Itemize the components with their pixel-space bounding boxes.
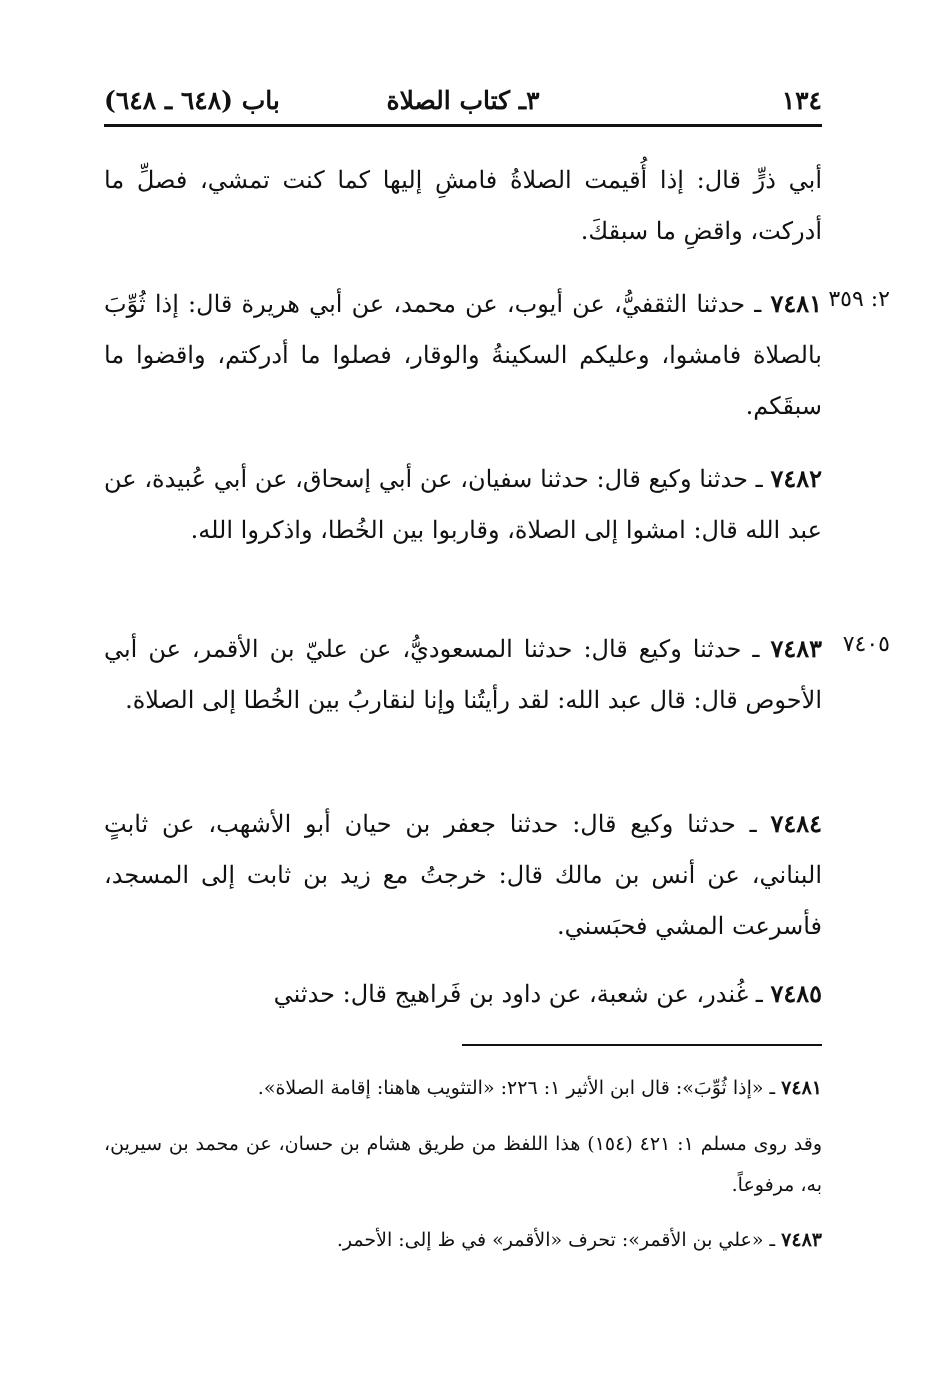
hadith-text: ـ حدثنا الثقفيُّ، عن أيوب، عن محمد، عن أبي هريرة قال: إذا ثُوِّبَ بالصلاة فامشوا، وعليكم السكينةُ والوقار، فصلوا ما أدركتم، واقضوا ما سبقَكم. — [104, 290, 822, 420]
hadith-7485 — [104, 968, 822, 1020]
paragraph-continuation — [104, 155, 822, 257]
footnote-number: ٧٤٨٣ — [781, 1229, 822, 1251]
hadith-number: ٧٤٨٢ — [770, 464, 823, 493]
hadith-number: ٧٤٨٤ — [770, 809, 822, 838]
footnote-7483 — [104, 1220, 822, 1261]
hadith-text: ـ حدثنا وكيع قال: حدثنا جعفر بن حيان أبو الأشهب، عن ثابتٍ البناني، عن أنس بن مالك قال: خرجتُ مع زيد بن ثابت إلى المسجد، فأسرعت المشي فحبَسني. — [104, 810, 822, 940]
footnote-continuation — [104, 1124, 822, 1206]
book-title: ٣ـ كتاب الصلاة — [386, 86, 540, 115]
hadith-7483 — [104, 623, 822, 726]
footnote-text: ـ «إذا ثُوِّبَ»: قال ابن الأثير ١: ٢٢٦: «التثويب هاهنا: إقامة الصلاة». — [257, 1077, 782, 1099]
hadith-text: ـ حدثنا وكيع قال: حدثنا المسعوديُّ، عن عليّ بن الأقمر، عن أبي الأحوص قال: قال عبد الله: لقد رأيتُنا وإنا لنقاربُ بين الخُطا إلى الصلاة. — [104, 635, 822, 714]
footnote-rule — [462, 1044, 822, 1046]
hadith-text: ـ غُندر، عن شعبة، عن داود بن فَراهيج قال: حدثني — [273, 980, 771, 1008]
hadith-text: ـ حدثنا وكيع قال: حدثنا سفيان، عن أبي إسحاق، عن أبي عُبيدة، عن عبد الله قال: امشوا إلى الصلاة، وقاربوا بين الخُطا، واذكروا الله. — [104, 465, 822, 544]
page-header — [104, 80, 822, 120]
header-rule — [104, 124, 822, 127]
paragraph-text: أبي ذرٍّ قال: إذا أُقيمت الصلاةُ فامشِ إليها كما كنت تمشي، فصلِّ ما أدركت، واقضِ ما سبقكَ. — [104, 166, 822, 245]
hadith-number: ٧٤٨٣ — [770, 634, 822, 663]
side-reference: ٢: ٣٥٩ — [828, 287, 890, 312]
hadith-7481 — [104, 278, 822, 432]
chapter-title: باب (٦٤٨ ـ ٦٤٨) — [104, 86, 280, 115]
hadith-number: ٧٤٨٥ — [770, 979, 822, 1008]
footnote-number: ٧٤٨١ — [781, 1077, 822, 1099]
page-number: ١٣٤ — [781, 86, 822, 115]
side-reference: ٧٤٠٥ — [842, 632, 890, 657]
hadith-7482 — [104, 453, 822, 556]
hadith-7484 — [104, 798, 822, 952]
hadith-number: ٧٤٨١ — [770, 289, 822, 318]
footnote-text: وقد روى مسلم ١: ٤٢١ (١٥٤) هذا اللفظ من طريق هشام بن حسان، عن محمد بن سيرين، به، مرفوعاً. — [104, 1133, 822, 1196]
footnote-7481 — [104, 1068, 822, 1109]
footnote-text: ـ «علي بن الأقمر»: تحرف «الأقمر» في ظ إلى: الأحمر. — [336, 1229, 782, 1251]
